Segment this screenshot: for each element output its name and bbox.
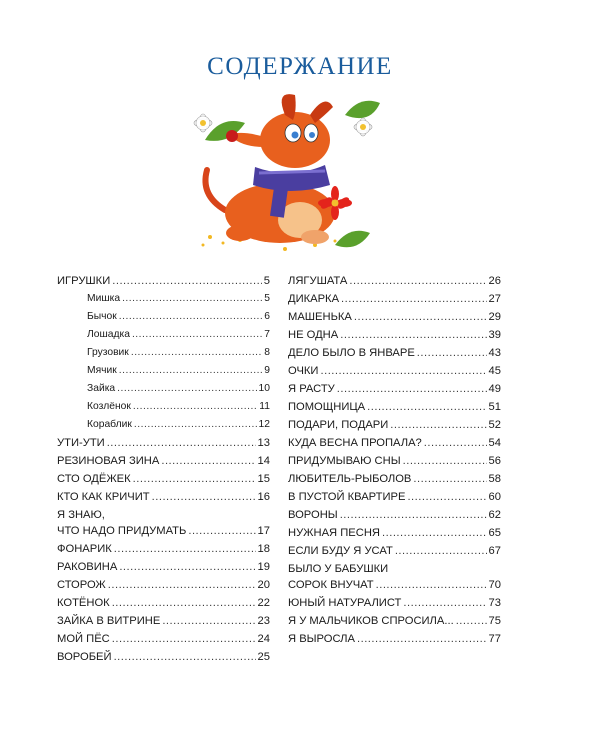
toc-dot-leader xyxy=(367,401,486,413)
toc-entry[interactable] xyxy=(57,419,270,437)
toc-dot-leader xyxy=(132,329,262,340)
toc-entry-title: Я ЗНАЮ, xyxy=(57,509,105,521)
toc-right-column xyxy=(288,275,501,651)
toc-entry-page: 5 xyxy=(264,293,270,304)
toc-entry-page: 19 xyxy=(257,561,270,573)
toc-entry-page: 51 xyxy=(488,401,501,413)
toc-entry[interactable] xyxy=(57,383,270,401)
toc-entry[interactable] xyxy=(288,473,501,491)
toc-entry-page: 26 xyxy=(488,275,501,287)
toc-entry[interactable] xyxy=(288,579,501,597)
toc-entry-page: 27 xyxy=(488,293,501,305)
toc-entry[interactable] xyxy=(57,293,270,311)
toc-entry-page: 56 xyxy=(488,455,501,467)
page-title: СОДЕРЖАНИЕ xyxy=(207,53,393,80)
toc-entry-title: ВОРОНЫ xyxy=(288,509,338,521)
toc-entry-title: ЗАЙКА В ВИТРИНЕ xyxy=(57,615,161,627)
toc-dot-leader xyxy=(112,275,262,287)
toc-entry[interactable] xyxy=(288,615,501,633)
toc-entry-title: ДЕЛО БЫЛО В ЯНВАРЕ xyxy=(288,347,415,359)
toc-entry-title: В ПУСТОЙ КВАРТИРЕ xyxy=(288,491,406,503)
toc-entry[interactable] xyxy=(288,365,501,383)
toc-entry[interactable] xyxy=(288,419,501,437)
toc-dot-leader xyxy=(395,545,487,557)
toc-entry[interactable] xyxy=(57,651,270,669)
toc-entry-title: Грузовик xyxy=(87,347,129,358)
toc-dot-leader xyxy=(349,275,486,287)
toc-entry[interactable] xyxy=(288,509,501,527)
toc-entry-title: ВОРОБЕЙ xyxy=(57,651,112,663)
toc-entry-title: Зайка xyxy=(87,383,116,394)
toc-entry-title: КОТЁНОК xyxy=(57,597,110,609)
toc-dot-leader xyxy=(133,473,256,485)
toc-entry[interactable] xyxy=(57,329,270,347)
toc-entry-page: 10 xyxy=(258,383,270,394)
toc-dot-leader xyxy=(341,293,487,305)
toc-entry-page: 54 xyxy=(488,437,501,449)
toc-dot-leader xyxy=(161,455,255,467)
toc-entry-page: 39 xyxy=(488,329,501,341)
toc-entry-title: Я У МАЛЬЧИКОВ СПРОСИЛА... xyxy=(288,615,454,627)
toc-entry-page: 77 xyxy=(488,633,501,645)
toc-dot-leader xyxy=(108,579,256,591)
toc-dot-leader xyxy=(112,633,256,645)
toc-entry[interactable] xyxy=(288,491,501,509)
toc-entry-title: Мячик xyxy=(87,365,117,376)
toc-entry-title: ЛЮБИТЕЛЬ-РЫБОЛОВ xyxy=(288,473,412,485)
toc-entry-page: 17 xyxy=(257,525,270,537)
toc-dot-leader xyxy=(114,651,256,663)
toc-entry-page: 65 xyxy=(488,527,501,539)
toc-dot-leader xyxy=(417,347,487,359)
toc-dot-leader xyxy=(424,437,487,449)
toc-dot-leader xyxy=(188,525,255,537)
toc-entry[interactable] xyxy=(57,365,270,383)
toc-entry-page: 15 xyxy=(257,473,270,485)
toc-left-column xyxy=(57,275,270,669)
toc-dot-leader xyxy=(376,579,487,591)
toc-entry-title: Козлёнок xyxy=(87,401,131,412)
toc-entry-title: ЮНЫЙ НАТУРАЛИСТ xyxy=(288,597,402,609)
toc-entry-title: ПОДАРИ, ПОДАРИ xyxy=(288,419,389,431)
toc-entry-page: 9 xyxy=(264,365,270,376)
toc-entry-page: 49 xyxy=(488,383,501,395)
toc-entry-title: Кораблик xyxy=(87,419,132,430)
toc-dot-leader xyxy=(354,311,487,323)
toc-entry-page: 60 xyxy=(488,491,501,503)
toc-entry-title: СТО ОДЁЖЕК xyxy=(57,473,131,485)
toc-entry[interactable] xyxy=(288,401,501,419)
toc-entry[interactable] xyxy=(57,633,270,651)
toc-dot-leader xyxy=(403,597,486,609)
toc-entry[interactable] xyxy=(57,579,270,597)
toc-entry-page: 75 xyxy=(488,615,501,627)
toc-entry-page: 7 xyxy=(264,329,270,340)
toc-entry[interactable] xyxy=(57,311,270,329)
toc-entry-title: РАКОВИНА xyxy=(57,561,118,573)
toc-dot-leader xyxy=(133,401,257,412)
toc-dot-leader xyxy=(337,383,487,395)
toc-entry[interactable] xyxy=(288,437,501,455)
dog-illustration xyxy=(185,85,385,260)
toc-entry-title: ПРИДУМЫВАЮ СНЫ xyxy=(288,455,401,467)
toc-entry-page: 25 xyxy=(257,651,270,663)
toc-entry-page: 8 xyxy=(264,347,270,358)
toc-dot-leader xyxy=(413,473,486,485)
toc-entry[interactable] xyxy=(288,383,501,401)
toc-dot-leader xyxy=(357,633,487,645)
toc-entry-page: 6 xyxy=(264,311,270,322)
toc-entry-title: Бычок xyxy=(87,311,117,322)
toc-entry-title: ЕСЛИ БУДУ Я УСАТ xyxy=(288,545,393,557)
toc-entry[interactable] xyxy=(57,473,270,491)
toc-entry[interactable] xyxy=(288,597,501,615)
toc-entry-title: Мишка xyxy=(87,293,121,304)
toc-entry-page: 18 xyxy=(257,543,270,555)
toc-dot-leader xyxy=(131,347,262,358)
toc-entry-title: ЛЯГУШАТА xyxy=(288,275,348,287)
toc-entry[interactable] xyxy=(288,347,501,365)
toc-entry-title: Лошадка xyxy=(87,329,130,340)
toc-entry-page: 22 xyxy=(257,597,270,609)
toc-entry[interactable] xyxy=(57,509,270,525)
toc-entry-title: ДИКАРКА xyxy=(288,293,340,305)
toc-entry-title: КУДА ВЕСНА ПРОПАЛА? xyxy=(288,437,422,449)
toc-entry-title: ИГРУШКИ xyxy=(57,275,111,287)
toc-dot-leader xyxy=(340,329,486,341)
toc-entry-title: ФОНАРИК xyxy=(57,543,112,555)
toc-dot-leader xyxy=(112,597,256,609)
toc-entry[interactable] xyxy=(57,455,270,473)
toc-dot-leader xyxy=(119,311,263,322)
toc-entry[interactable] xyxy=(57,615,270,633)
toc-entry[interactable] xyxy=(57,437,270,455)
toc-dot-leader xyxy=(407,491,486,503)
toc-entry-title: НЕ ОДНА xyxy=(288,329,339,341)
toc-entry-title: КТО КАК КРИЧИТ xyxy=(57,491,150,503)
toc-dot-leader xyxy=(117,383,256,394)
toc-entry-page: 43 xyxy=(488,347,501,359)
toc-entry[interactable] xyxy=(57,347,270,365)
toc-entry-page: 13 xyxy=(257,437,270,449)
toc-entry-page: 16 xyxy=(257,491,270,503)
toc-entry-title: СОРОК ВНУЧАТ xyxy=(288,579,374,591)
toc-entry[interactable] xyxy=(57,275,270,293)
toc-entry-title: МОЙ ПЁС xyxy=(57,633,110,645)
toc-dot-leader xyxy=(107,437,256,449)
toc-entry-page: 29 xyxy=(488,311,501,323)
toc-entry-page: 14 xyxy=(257,455,270,467)
toc-entry-page: 73 xyxy=(488,597,501,609)
toc-dot-leader xyxy=(382,527,487,539)
toc-entry-page: 67 xyxy=(488,545,501,557)
toc-dot-leader xyxy=(390,419,486,431)
toc-entry-page: 23 xyxy=(257,615,270,627)
toc-dot-leader xyxy=(320,365,486,377)
toc-entry-page: 45 xyxy=(488,365,501,377)
toc-entry-page: 12 xyxy=(258,419,270,430)
toc-dot-leader xyxy=(114,543,256,555)
toc-dot-leader xyxy=(403,455,487,467)
toc-entry-title: СТОРОЖ xyxy=(57,579,106,591)
toc-entry-title: МАШЕНЬКА xyxy=(288,311,352,323)
toc-entry[interactable] xyxy=(288,527,501,545)
toc-entry-title: Я РАСТУ xyxy=(288,383,335,395)
toc-dot-leader xyxy=(162,615,255,627)
toc-entry[interactable] xyxy=(288,545,501,563)
toc-entry-title: ЧТО НАДО ПРИДУМАТЬ xyxy=(57,525,187,537)
toc-entry[interactable] xyxy=(57,401,270,419)
toc-dot-leader xyxy=(340,509,487,521)
toc-entry-title: Я ВЫРОСЛА xyxy=(288,633,355,645)
toc-entry[interactable] xyxy=(288,633,501,651)
toc-entry-page: 70 xyxy=(488,579,501,591)
toc-entry-page: 11 xyxy=(259,401,270,412)
toc-entry[interactable] xyxy=(288,455,501,473)
toc-entry-page: 24 xyxy=(257,633,270,645)
toc-entry-title: БЫЛО У БАБУШКИ xyxy=(288,563,389,575)
toc-entry-page: 52 xyxy=(488,419,501,431)
toc-entry-page: 62 xyxy=(488,509,501,521)
toc-dot-leader xyxy=(122,293,262,304)
toc-entry[interactable] xyxy=(57,597,270,615)
toc-entry-title: ПОМОЩНИЦА xyxy=(288,401,366,413)
toc-entry[interactable] xyxy=(288,329,501,347)
toc-entry[interactable] xyxy=(288,275,501,293)
toc-entry[interactable] xyxy=(288,311,501,329)
toc-entry-title: НУЖНАЯ ПЕСНЯ xyxy=(288,527,380,539)
toc-entry[interactable] xyxy=(57,561,270,579)
toc-dot-leader xyxy=(152,491,256,503)
toc-entry[interactable] xyxy=(57,543,270,561)
toc-entry-page: 20 xyxy=(257,579,270,591)
toc-entry[interactable] xyxy=(288,563,501,579)
toc-dot-leader xyxy=(119,561,255,573)
toc-entry-title: УТИ-УТИ xyxy=(57,437,105,449)
toc-entry-title: ОЧКИ xyxy=(288,365,319,377)
toc-dot-leader xyxy=(456,615,487,627)
toc-entry-title: РЕЗИНОВАЯ ЗИНА xyxy=(57,455,160,467)
toc-entry[interactable] xyxy=(57,491,270,509)
toc-entry[interactable] xyxy=(288,293,501,311)
toc-entry-page: 58 xyxy=(488,473,501,485)
toc-dot-leader xyxy=(119,365,262,376)
toc-dot-leader xyxy=(134,419,257,430)
toc-entry-page: 5 xyxy=(263,275,270,287)
toc-entry[interactable] xyxy=(57,525,270,543)
